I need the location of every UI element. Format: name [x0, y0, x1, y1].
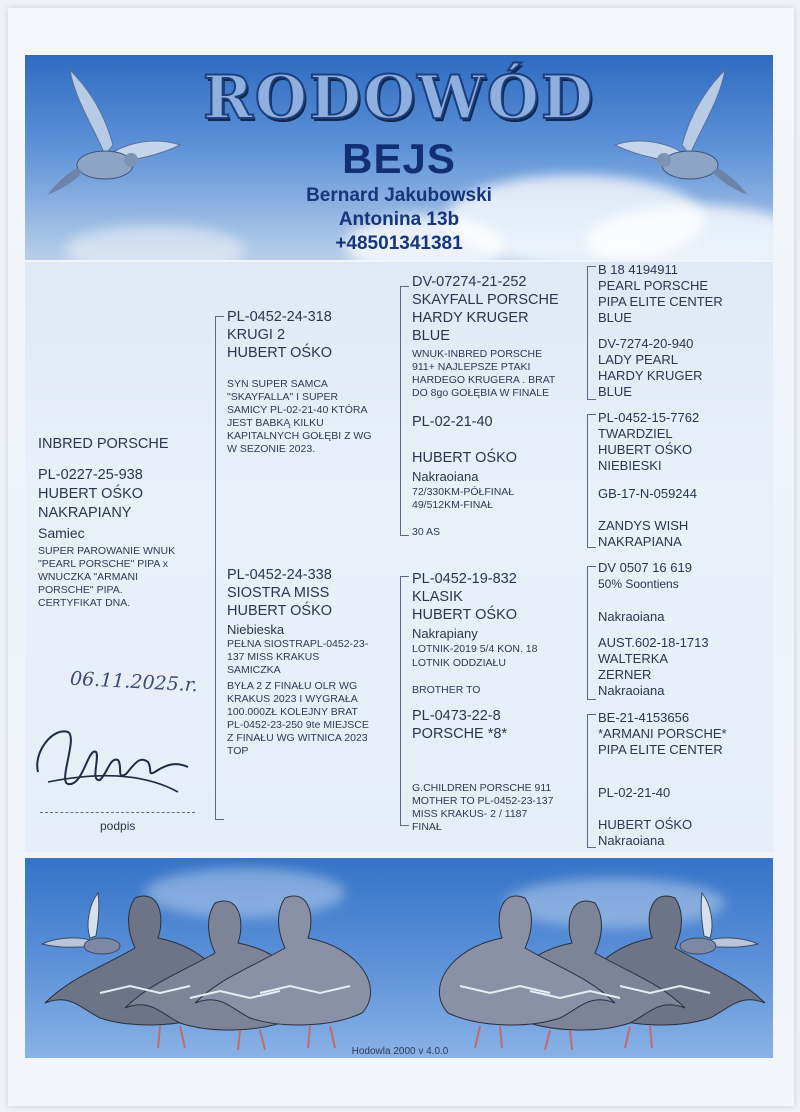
gg-line: ZERNER [598, 667, 652, 682]
signature-mark-icon [28, 712, 198, 802]
small-flying-pigeon-icon [40, 888, 130, 968]
gg-line: Nakraoiana [598, 833, 665, 848]
sire-note: "SKAYFALLA" I SUPER [227, 391, 339, 403]
grandsire-sire-ring: DV-07274-21-252 [412, 274, 527, 290]
sire-breeder: HUBERT OŚKO [227, 345, 333, 361]
gg-ring: DV-7274-20-940 [598, 336, 694, 351]
granddam-dam-note: MOTHER TO PL-0452-23-137 [412, 795, 554, 807]
small-flying-pigeon-icon [670, 888, 760, 968]
gg-line: ZANDYS WISH [598, 518, 689, 533]
grandsire-dam-note: BROTHER TO [412, 684, 481, 696]
bracket-gg-1 [587, 266, 588, 400]
granddam-sire-note: 72/330KM-PÓŁFINAŁ [412, 486, 515, 498]
bracket-gg-3 [587, 566, 588, 700]
subject-sex: Samiec [38, 525, 85, 541]
sire-note: SAMICY PL-02-21-40 KTÓRA [227, 404, 368, 416]
bracket-gg-2 [587, 414, 588, 548]
gg-ring: PL-02-21-40 [598, 785, 671, 800]
dam-note: KRAKUS 2023 I WYGRAŁA [227, 693, 358, 705]
subject-breeder: HUBERT OŚKO [38, 486, 144, 502]
gg-line: Nakraoiana [598, 683, 665, 698]
header-banner [25, 55, 773, 260]
owner-address: Antonina 13b [338, 209, 460, 230]
granddam-dam-note: MISS KRAKUS- 2 / 1187 [412, 808, 528, 820]
owner-name: Bernard Jakubowski [306, 185, 492, 206]
gg-line: *ARMANI PORSCHE* [598, 726, 727, 741]
sire-ring: PL-0452-24-318 [227, 309, 332, 325]
grandsire-sire-note: DO 8go GOŁĘBIA W FINALE [412, 387, 550, 399]
granddam-sire-breeder: HUBERT OŚKO [412, 450, 518, 466]
signature-line [40, 812, 195, 813]
signature-date: 06.11.2025.r. [69, 667, 199, 697]
gg-ring: PL-0452-15-7762 [598, 410, 700, 425]
grandsire-sire-note: HARDEGO KRUGERA . BRAT [412, 374, 556, 386]
subject-note: WNUCZKA "ARMANI [38, 571, 138, 583]
sire-note: SYN SUPER SAMCA [227, 378, 328, 390]
gg-line: HUBERT OŚKO [598, 442, 693, 457]
granddam-dam-note: FINAŁ [412, 821, 442, 833]
gg-line: NIEBIESKI [598, 458, 662, 473]
dam-note: BYŁA 2 Z FINAŁU OLR WG [227, 680, 358, 692]
grandsire-dam-note: LOTNIK ODDZIAŁU [412, 657, 506, 669]
grandsire-dam-breeder: HUBERT OŚKO [412, 607, 518, 623]
grandsire-sire-note: WNUK-INBRED PORSCHE [412, 348, 543, 360]
gg-line: HARDY KRUGER [598, 368, 703, 383]
gg-line: BLUE [598, 384, 632, 399]
grandsire-sire-note: 911+ NAJLEPSZE PTAKI [412, 361, 531, 373]
signature-label: podpis [100, 819, 136, 833]
sire-note: KAPITALNYCH GOŁĘBI Z WG [227, 430, 372, 442]
gg-line: 50% Soontiens [598, 577, 679, 591]
subject-ring: PL-0227-25-938 [38, 467, 143, 483]
gg-line: Nakraoiana [598, 609, 665, 624]
grandsire-dam-ring: PL-0452-19-832 [412, 571, 517, 587]
dam-breeder: HUBERT OŚKO [227, 603, 333, 619]
footer-banner [25, 858, 773, 1058]
loft-name: BEJS [342, 135, 456, 182]
dam-ring: PL-0452-24-338 [227, 567, 332, 583]
dam-color: Niebieska [227, 622, 285, 637]
dam-note: PL-0452-23-250 9te MIEJSCE [227, 719, 369, 731]
subject-line-name: INBRED PORSCHE [38, 436, 169, 452]
bracket-dam-parents [400, 576, 401, 826]
gg-ring: B 18 4194911 [598, 262, 678, 277]
subject-color: NAKRAPIANY [38, 505, 132, 521]
dam-note: PEŁNA SIOSTRAPL-0452-23- [227, 638, 369, 650]
granddam-dam-ring: PL-0473-22-8 [412, 708, 501, 724]
grandsire-sire-name: SKAYFALL PORSCHE [412, 292, 559, 308]
subject-note: CERTYFIKAT DNA. [38, 597, 131, 609]
document-title: RODOWÓD [202, 63, 596, 133]
gg-ring: DV 0507 16 619 [598, 560, 692, 575]
software-version: Hodowla 2000 v 4.0.0 [351, 1046, 449, 1057]
grandsire-sire-color: BLUE [412, 328, 450, 344]
dam-note: SAMICZKA [227, 664, 281, 676]
grandsire-dam-note: LOTNIK-2019 5/4 KON. 18 [412, 643, 538, 655]
gg-ring: BE-21-4153656 [598, 710, 690, 725]
dam-name: SIOSTRA MISS [227, 585, 330, 601]
subject-note: SUPER PAROWANIE WNUK [38, 545, 176, 557]
owner-phone: +48501341381 [335, 233, 463, 254]
gg-line: TWARDZIEL [598, 426, 673, 441]
gg-line: PIPA ELITE CENTER [598, 294, 723, 309]
gg-line: LADY PEARL [598, 352, 678, 367]
gg-line: HUBERT OŚKO [598, 817, 693, 832]
grandsire-dam-name: KLASIK [412, 589, 463, 605]
granddam-dam-note: G.CHILDREN PORSCHE 911 [412, 782, 552, 794]
gg-ring: AUST.602-18-1713 [598, 635, 709, 650]
granddam-dam-name: PORSCHE *8* [412, 726, 508, 742]
grandsire-sire-breeder: HARDY KRUGER [412, 310, 529, 326]
sire-note: JEST BABKĄ KILKU [227, 417, 324, 429]
bracket-sire-parents [400, 286, 401, 536]
gg-line: WALTERKA [598, 651, 669, 666]
bracket-gg-4 [587, 714, 588, 848]
granddam-sire-ring: PL-02-21-40 [412, 414, 493, 430]
gg-line: NAKRAPIANA [598, 534, 682, 549]
subject-note: PORSCHE" PIPA. [38, 584, 123, 596]
sire-name: KRUGI 2 [227, 327, 286, 343]
grandsire-dam-color: Nakrapiany [412, 626, 478, 641]
dam-note: TOP [227, 745, 249, 757]
dam-note: Z FINAŁU WG WITNICA 2023 [227, 732, 368, 744]
dam-note: 100.000ZŁ KOLEJNY BRAT [227, 706, 358, 718]
granddam-sire-color: Nakraoiana [412, 469, 479, 484]
gg-line: PIPA ELITE CENTER [598, 742, 723, 757]
gg-ring: GB-17-N-059244 [598, 486, 697, 501]
gg-line: PEARL PORSCHE [598, 278, 709, 293]
granddam-sire-note: 30 AS [412, 526, 441, 538]
granddam-sire-note: 49/512KM-FINAŁ [412, 499, 494, 511]
dam-note: 137 MISS KRAKUS [227, 651, 320, 663]
gg-line: BLUE [598, 310, 632, 325]
sire-note: W SEZONIE 2023. [227, 443, 316, 455]
subject-note: "PEARL PORSCHE" PIPA x [38, 558, 168, 570]
bracket-parents [215, 316, 216, 820]
